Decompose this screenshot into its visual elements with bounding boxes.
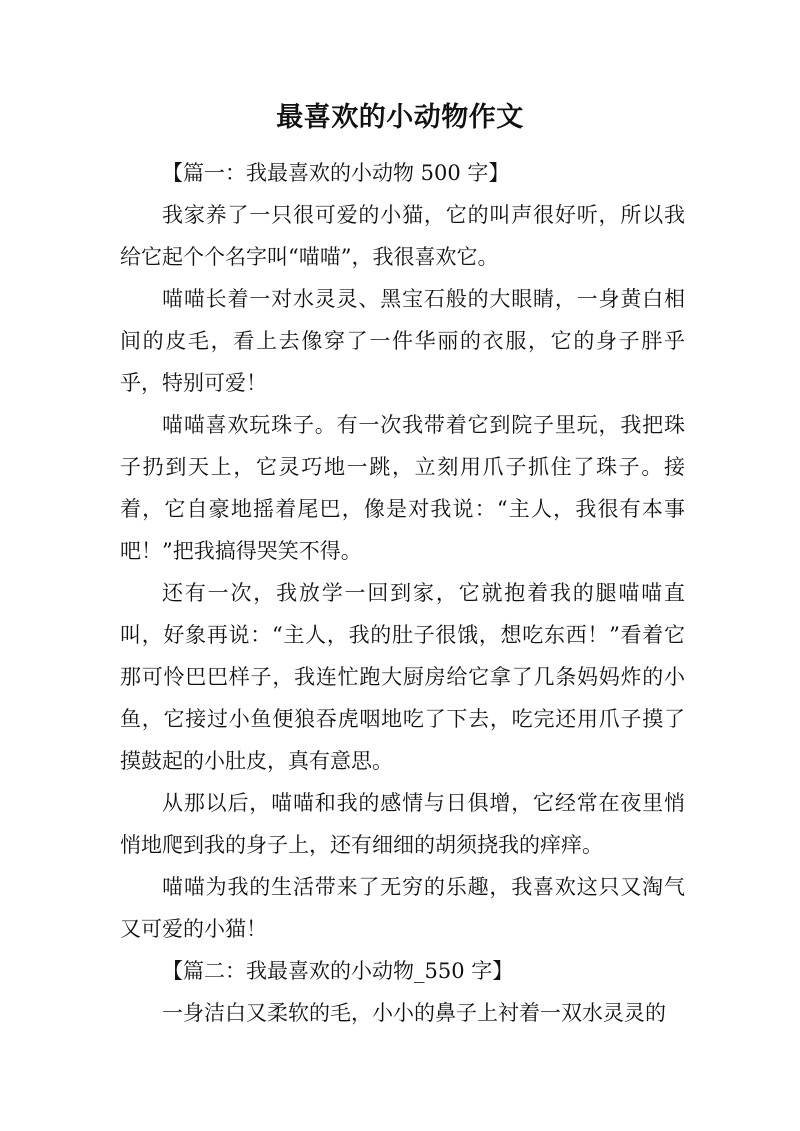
paragraph: 我家养了一只很可爱的小猫，它的叫声很好听，所以我给它起个个名字叫“喵喵”，我很喜欢它。 [120, 203, 685, 269]
section-heading-2: 【篇二：我最喜欢的小动物_550 字】 [162, 959, 514, 983]
document-title: 最喜欢的小动物作文 [276, 102, 524, 133]
paragraph: 一身洁白又柔软的毛，小小的鼻子上衬着一双水灵灵的 [162, 1001, 666, 1025]
paragraph: 喵喵长着一对水灵灵、黑宝石般的大眼睛，一身黄白相间的皮毛，看上去像穿了一件华丽的衣服，它的身子胖乎乎，特别可爱！ [120, 287, 685, 395]
document-body [120, 152, 685, 1034]
paragraph: 喵喵为我的生活带来了无穷的乐趣，我喜欢这只又淘气又可爱的小猫！ [120, 875, 685, 941]
section-heading-1: 【篇一：我最喜欢的小动物 500 字】 [162, 161, 510, 185]
paragraph: 从那以后，喵喵和我的感情与日俱增，它经常在夜里悄悄地爬到我的身子上，还有细细的胡须挠我的痒痒。 [120, 791, 685, 857]
paragraph: 喵喵喜欢玩珠子。有一次我带着它到院子里玩，我把珠子扔到天上，它灵巧地一跳，立刻用爪子抓住了珠子。接着，它自豪地摇着尾巴，像是对我说：“主人，我很有本事吧！”把我搞得哭笑不得。 [120, 413, 685, 563]
paragraph: 还有一次，我放学一回到家，它就抱着我的腿喵喵直叫，好象再说：“主人，我的肚子很饿，想吃东西！”看着它那可怜巴巴样子，我连忙跑大厨房给它拿了几条妈妈炸的小鱼，它接过小鱼便狼吞虎咽地吃了下去，吃完还用爪子摸了摸鼓起的小肚皮，真有意思。 [120, 581, 685, 773]
